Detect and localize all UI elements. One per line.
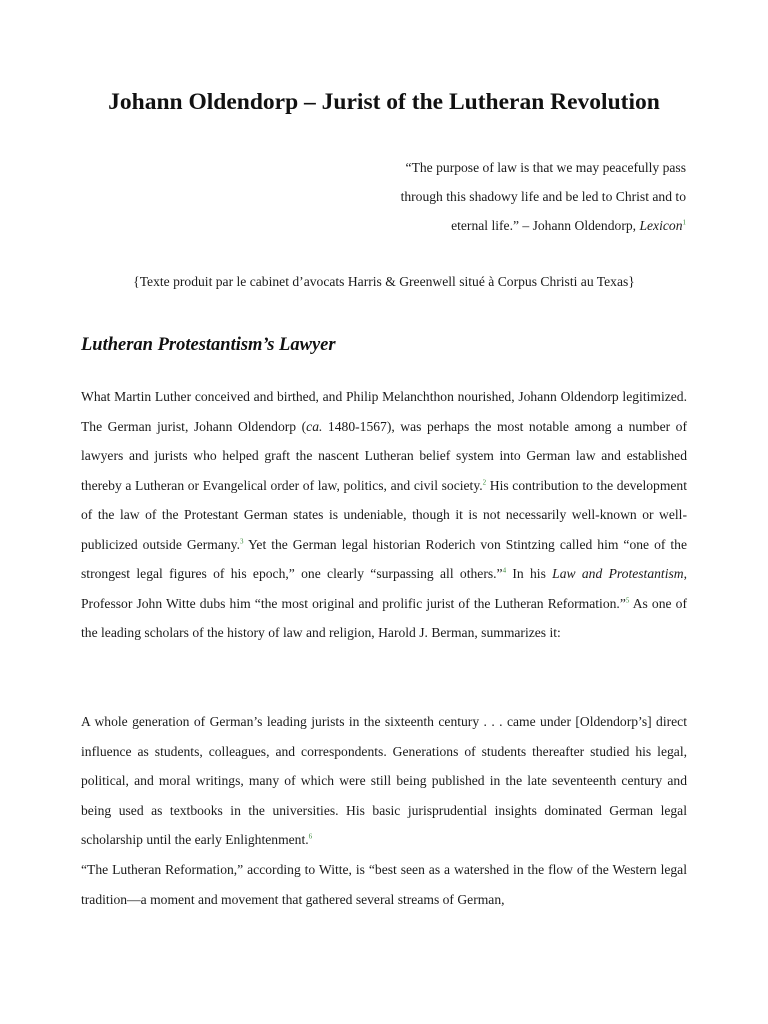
body-paragraph — [81, 855, 687, 914]
paragraph-text: His contribution to the development of the law of the Protestant German states is undeniable, though it is not necessarily well-known or well-publicized outside Germany. — [81, 477, 688, 552]
epigraph-line — [346, 211, 686, 240]
epigraph-source: Lexicon — [639, 218, 683, 233]
epigraph-line: through this shadowy life and be led to Christ and to — [400, 189, 686, 204]
paragraph-text: 1480-1567), was perhaps the most notable among a number of lawyers and jurists who helped graft the nascent Lutheran belief system into German law and established thereby a Lutheran or Evangelical order of law, politics, and civil society. — [81, 418, 687, 493]
footnote-ref[interactable]: 3 — [239, 536, 244, 545]
epigraph-line: “The purpose of law is that we may peacefully pass — [405, 160, 686, 175]
paragraph-text: Yet the German legal historian Roderich von Stintzing called him “one of the strongest legal figures of his epoch,” one clearly “surpassing all others.” — [81, 536, 687, 581]
paragraph-text: , Professor John Witte dubs him “the most original and prolific jurist of the Lutheran Reformation.” — [81, 566, 687, 611]
paragraph-italic-text: ca. — [306, 418, 323, 434]
footnote-ref[interactable]: 6 — [308, 832, 313, 841]
epigraph — [346, 153, 686, 240]
epigraph-attribution: eternal life.” – Johann Oldendorp, — [451, 218, 640, 233]
body-paragraph — [81, 382, 687, 648]
block-quote — [81, 707, 687, 855]
footnote-ref[interactable]: 5 — [625, 595, 630, 604]
paragraph-text: As one of the leading scholars of the history of law and religion, Harold J. Berman, summarizes it: — [81, 595, 687, 640]
document-title: Johann Oldendorp – Jurist of the Lutheran Revolution — [108, 89, 660, 115]
credit-line: {Texte produit par le cabinet d’avocats Harris & Greenwell situé à Corpus Christi au Texas} — [133, 274, 635, 289]
paragraph-text: What Martin Luther conceived and birthed, and Philip Melanchthon nourished, Johann Oldendorp legitimized. The German jurist, Johann Oldendorp ( — [81, 389, 687, 434]
section-heading: Lutheran Protestantism’s Lawyer — [81, 335, 336, 355]
footnote-ref[interactable]: 1 — [682, 218, 686, 227]
paragraph-text: “The Lutheran Reformation,” according to Witte, is “best seen as a watershed in the flow of the Western legal tradition—a moment and movement that gathered several streams of German, — [81, 862, 687, 907]
footnote-ref[interactable]: 4 — [502, 566, 507, 575]
quote-text: A whole generation of German’s leading jurists in the sixteenth century . . . came under [Oldendorp’s] direct influence as students, colleagues, and correspondents. Generations of students thereafter studied his legal, political, and moral writings, many of which were still being published in the late seventeenth century and being used as textbooks in the universities. His basic jurisprudential insights dominated German legal scholarship until the early Enlightenment. — [81, 714, 687, 847]
paragraph-text: In his — [506, 566, 553, 581]
footnote-ref[interactable]: 2 — [482, 477, 487, 486]
book-title: Law and Protestantism — [552, 566, 684, 581]
